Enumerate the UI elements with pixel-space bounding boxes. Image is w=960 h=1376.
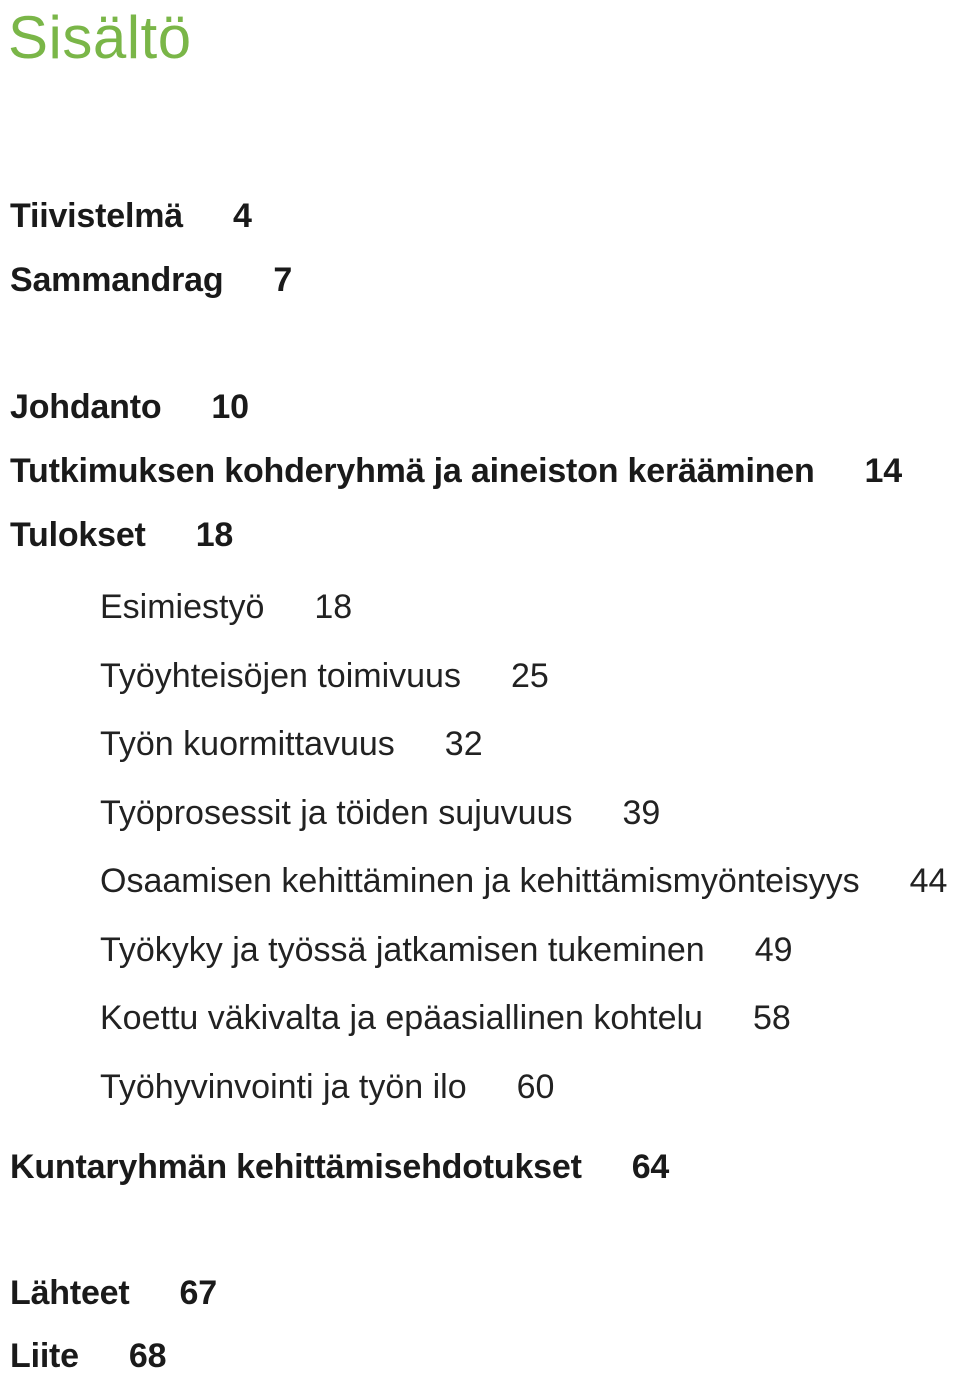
toc-entry-page: 10 xyxy=(211,388,249,426)
toc-subentry-esimiestyo[interactable] xyxy=(100,587,352,627)
toc-entry-label: Osaamisen kehittäminen ja kehittämismyönteisyys xyxy=(100,862,860,900)
page-title: Sisältö xyxy=(8,4,192,71)
toc-entry-label: Työn kuormittavuus xyxy=(100,725,395,763)
toc-entry-label: Tutkimuksen kohderyhmä ja aineiston kerääminen xyxy=(10,452,815,490)
toc-entry-page: 14 xyxy=(864,452,902,490)
toc-subentry-tyon-kuormittavuus[interactable] xyxy=(100,724,483,764)
toc-entry-page: 32 xyxy=(444,725,483,763)
toc-entry-page: 25 xyxy=(510,657,549,695)
toc-entry-page: 64 xyxy=(631,1148,670,1186)
toc-entry-tiivistelma[interactable] xyxy=(10,196,252,236)
toc-entry-page: 39 xyxy=(622,794,661,832)
toc-entry-label: Tiivistelmä xyxy=(10,197,183,235)
toc-entry-label: Liite xyxy=(10,1337,79,1375)
toc-entry-page: 58 xyxy=(752,999,791,1037)
toc-entry-label: Työprosessit ja töiden sujuvuus xyxy=(100,794,573,832)
toc-entry-page: 49 xyxy=(754,931,793,969)
toc-entry-page: 18 xyxy=(314,588,353,626)
toc-entry-label: Työkyky ja työssä jatkamisen tukeminen xyxy=(100,931,705,969)
toc-entry-page: 68 xyxy=(128,1337,167,1375)
toc-entry-page: 60 xyxy=(516,1068,555,1106)
toc-subentry-tyoprosessit[interactable] xyxy=(100,793,660,833)
toc-subentry-tyoyhteisojen-toimivuus[interactable] xyxy=(100,656,549,696)
toc-subentry-koettu-vakivalta[interactable] xyxy=(100,998,791,1038)
toc-entry-sammandrag[interactable] xyxy=(10,260,292,300)
toc-entry-label: Kuntaryhmän kehittämisehdotukset xyxy=(10,1148,582,1186)
toc-entry-label: Johdanto xyxy=(10,388,162,426)
toc-entry-kehittamisehdotukset[interactable] xyxy=(10,1147,669,1187)
toc-entry-label: Sammandrag xyxy=(10,261,224,299)
toc-entry-johdanto[interactable] xyxy=(10,387,249,427)
toc-entry-kohderyhma[interactable] xyxy=(10,451,902,491)
toc-entry-tulokset[interactable] xyxy=(10,515,233,555)
toc-entry-label: Työyhteisöjen toimivuus xyxy=(100,657,461,695)
toc-entry-label: Työhyvinvointi ja työn ilo xyxy=(100,1068,467,1106)
toc-entry-label: Koettu väkivalta ja epäasiallinen kohtelu xyxy=(100,999,703,1037)
toc-entry-liite[interactable] xyxy=(10,1336,166,1376)
toc-entry-page: 18 xyxy=(195,516,234,554)
toc-entry-lahteet[interactable] xyxy=(10,1273,217,1313)
toc-subentry-tyokyky[interactable] xyxy=(100,930,793,970)
toc-subentry-osaamisen-kehittaminen[interactable] xyxy=(100,861,947,901)
toc-entry-label: Lähteet xyxy=(10,1274,130,1312)
toc-entry-page: 7 xyxy=(273,261,293,299)
toc-entry-label: Tulokset xyxy=(10,516,146,554)
toc-entry-page: 4 xyxy=(232,197,252,235)
toc-entry-label: Esimiestyö xyxy=(100,588,265,626)
toc-entry-page: 44 xyxy=(909,862,948,900)
toc-entry-page: 67 xyxy=(179,1274,217,1312)
toc-subentry-tyohyvinvointi[interactable] xyxy=(100,1067,554,1107)
